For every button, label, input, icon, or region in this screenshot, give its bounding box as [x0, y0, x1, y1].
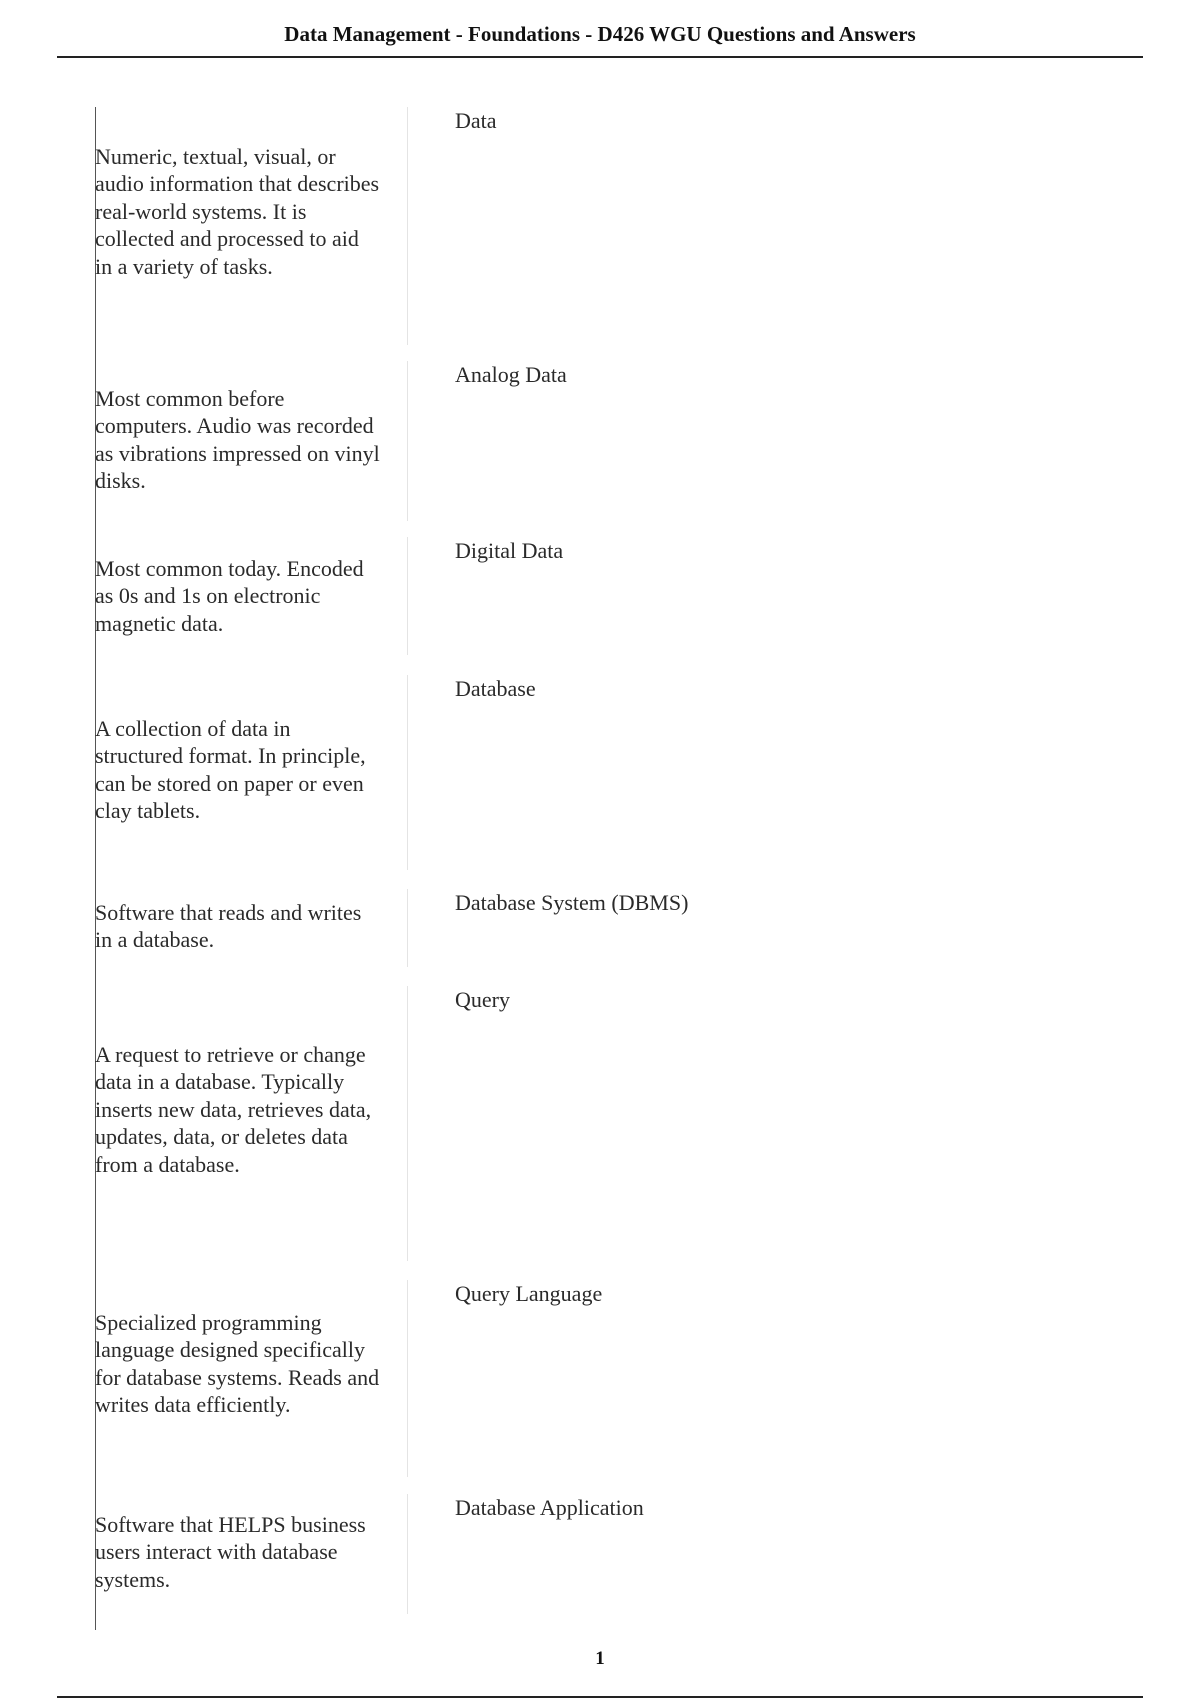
column-divider	[407, 675, 408, 870]
flashcard-term: Database	[455, 676, 536, 701]
flashcard-row	[95, 537, 1145, 655]
page-number: 1	[595, 1648, 605, 1669]
flashcard-definition: Most common today. Encoded as 0s and 1s on electronic magnetic data.	[95, 556, 364, 636]
flashcard-term: Data	[455, 108, 497, 133]
flashcard-definition: Numeric, textual, visual, or audio information that describes real-world systems. It is collected and processed to aid in a variety of tasks.	[95, 144, 380, 279]
column-divider	[407, 361, 408, 521]
flashcard-term: Query	[455, 987, 510, 1012]
header-divider	[57, 56, 1143, 58]
column-divider	[407, 1494, 408, 1614]
flashcard-definition: A collection of data in structured format. In principle, can be stored on paper or even clay tablets.	[95, 716, 366, 824]
flashcard-term: Analog Data	[455, 362, 567, 387]
flashcard-term: Database System (DBMS)	[455, 890, 689, 915]
column-divider	[407, 537, 408, 655]
column-divider	[407, 1280, 408, 1477]
flashcard-row	[95, 1494, 1145, 1614]
flashcard-term: Query Language	[455, 1281, 603, 1306]
flashcard-definition: Software that reads and writes in a database.	[95, 900, 362, 953]
flashcard-definition: Most common before computers. Audio was recorded as vibrations impressed on vinyl disks.	[95, 386, 380, 494]
page-title: Data Management - Foundations - D426 WGU Questions and Answers	[284, 22, 916, 46]
flashcard-definition: Specialized programming language designed specifically for database systems. Reads and writes data efficiently.	[95, 1310, 380, 1418]
column-divider	[407, 986, 408, 1261]
flashcard-term: Database Application	[455, 1495, 644, 1520]
flashcard-row	[95, 986, 1145, 1261]
footer-divider	[57, 1696, 1143, 1698]
flashcard-row	[95, 1280, 1145, 1477]
flashcard-row	[95, 361, 1145, 521]
column-divider	[407, 889, 408, 967]
flashcard-row	[95, 889, 1145, 967]
flashcard-row	[95, 675, 1145, 870]
flashcard-definition: A request to retrieve or change data in a database. Typically inserts new data, retrieves data, updates, data, or deletes data from a database.	[95, 1042, 372, 1177]
flashcard-row	[95, 107, 1145, 345]
flashcard-definition: Software that HELPS business users interact with database systems.	[95, 1512, 366, 1592]
flashcard-term: Digital Data	[455, 538, 564, 563]
column-divider	[407, 107, 408, 345]
